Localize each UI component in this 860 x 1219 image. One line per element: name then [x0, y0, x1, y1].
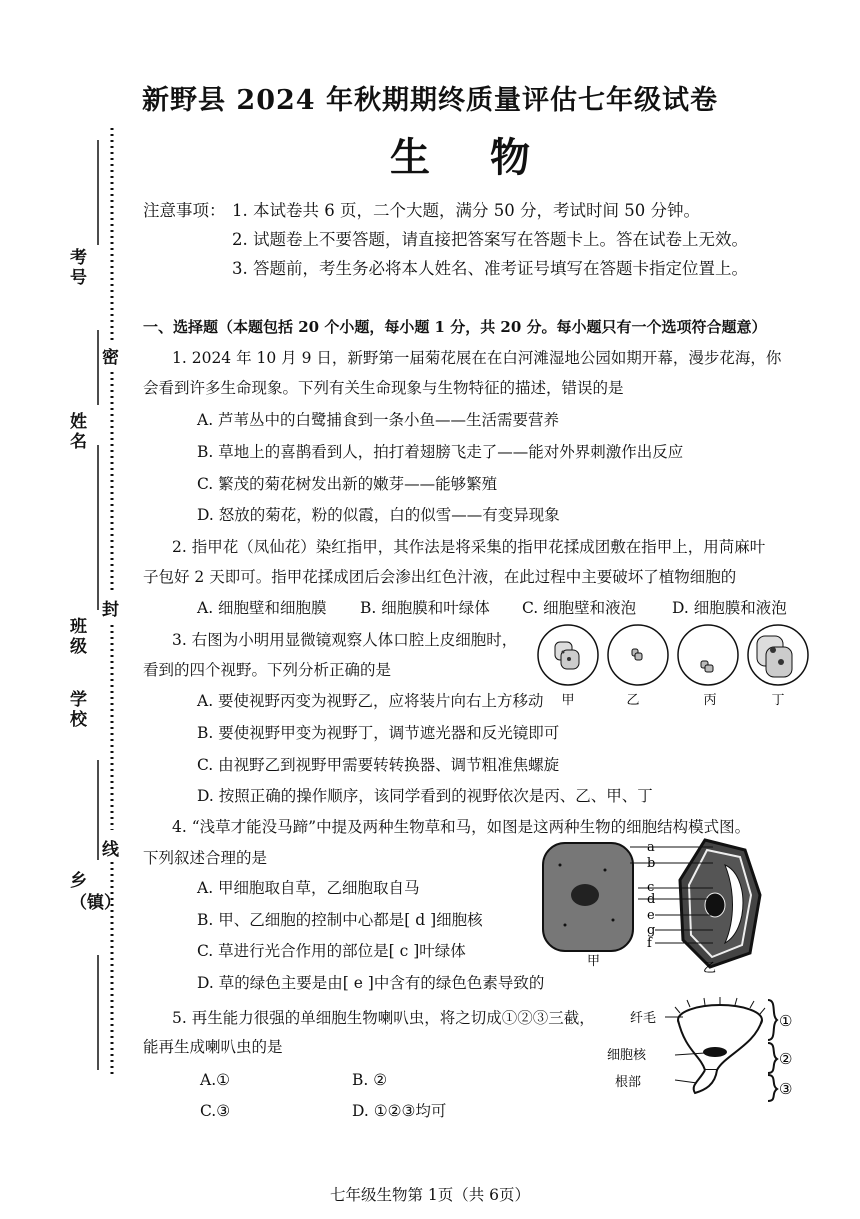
q5-option-c: C.③: [200, 1102, 231, 1120]
view-ding: [748, 625, 808, 685]
school-label: 学校: [70, 690, 87, 730]
q4-stem-line1: 4. “浅草才能没马蹄”中提及两种生物草和马，如图是这两种生物的细胞结构模式图。: [172, 818, 751, 836]
label-part-1: ①: [779, 1012, 793, 1030]
q5-stentor-figure: [605, 995, 810, 1105]
label-g: g: [647, 923, 656, 938]
q4-cell-figure: [535, 835, 795, 975]
q3-stem-line1: 3. 右图为小明用显微镜观察人体口腔上皮细胞时，: [172, 631, 518, 649]
label-nucleus: 细胞核: [607, 1048, 647, 1063]
view-label-ding: 丁: [771, 693, 785, 708]
plant-cell: [680, 840, 760, 967]
q1-option-b: B. 草地上的喜鹊看到人，拍打着翅膀飞走了——能对外界刺激作出反应: [197, 443, 684, 461]
label-e: e: [647, 908, 655, 923]
label-part-2: ②: [779, 1050, 793, 1068]
subject-title: 生物: [390, 134, 590, 181]
q5-option-a: A.①: [200, 1071, 231, 1089]
label-jia: 甲: [587, 954, 601, 969]
label-d: d: [647, 892, 656, 907]
seal-feng: 封: [102, 600, 119, 620]
q4-option-a: A. 甲细胞取自草，乙细胞取自马: [197, 879, 420, 897]
note-item-1: 1. 本试卷共 6 页，二个大题，满分 50 分，考试时间 50 分钟。: [232, 201, 700, 220]
q3-option-a: A. 要使视野丙变为视野乙，应将装片向右上方移动: [197, 692, 544, 710]
seal-xian: 线: [102, 840, 119, 860]
q1-option-c: C. 繁茂的菊花树发出新的嫩芽——能够繁殖: [197, 475, 498, 493]
township-label: 乡（镇）: [70, 871, 121, 913]
label-part-3: ③: [779, 1080, 793, 1098]
view-label-yi: 乙: [626, 693, 640, 708]
page-footer: 七年级生物第 1页（共 6页）: [329, 1186, 531, 1204]
view-yi: [608, 625, 668, 685]
name-label: 姓名: [70, 412, 87, 452]
q1-option-a: A. 芦苇丛中的白鹭捕食到一条小鱼——生活需要营养: [197, 411, 560, 429]
q3-option-c: C. 由视野乙到视野甲需要转转换器、调节粗准焦螺旋: [197, 756, 560, 774]
animal-cell: [543, 843, 633, 951]
view-label-bing: 丙: [703, 693, 717, 708]
q4-option-c: C. 草进行光合作用的部位是[ c ]叶绿体: [197, 942, 466, 960]
q2-option-b: B. 细胞膜和叶绿体: [360, 599, 490, 617]
q2-stem-line2: 子包好 2 天即可。指甲花揉成团后会渗出红色汁液，在此过程中主要破坏了植物细胞的: [143, 568, 737, 586]
label-a: a: [647, 840, 655, 855]
label-c: c: [647, 880, 655, 895]
class-label: 班级: [70, 617, 87, 657]
label-f: f: [647, 936, 652, 951]
view-label-jia: 甲: [561, 693, 575, 708]
q1-stem-line2: 会看到许多生命现象。下列有关生命现象与生物特征的描述，错误的是: [143, 379, 624, 397]
q1-stem-line1: 1. 2024 年 10 月 9 日，新野第一届菊花展在在白河滩湿地公园如期开幕，漫步花海，你: [172, 349, 782, 367]
q3-microscope-figure: [535, 622, 815, 712]
q5-option-b: B. ②: [352, 1071, 388, 1089]
stentor: [665, 997, 777, 1101]
q4-stem-line2: 下列叙述合理的是: [143, 849, 268, 867]
q4-option-d: D. 草的绿色主要是由[ e ]中含有的绿色色素导致的: [197, 974, 545, 992]
page-title: 新野县 2024 年秋期期终质量评估七年级试卷: [142, 85, 718, 116]
view-bing: [678, 625, 738, 685]
q5-stem-line1: 5. 再生能力很强的单细胞生物喇叭虫，将之切成①②③三截，: [172, 1009, 595, 1027]
q3-option-b: B. 要使视野甲变为视野丁，调节遮光器和反光镜即可: [197, 724, 560, 742]
q2-option-d: D. 细胞膜和液泡: [672, 599, 787, 617]
q5-option-d: D. ①②③均可: [352, 1102, 447, 1120]
q1-option-d: D. 怒放的菊花，粉的似霞，白的似雪——有变异现象: [197, 506, 560, 524]
view-jia: [538, 625, 598, 685]
exam-no-label: 考号: [70, 248, 87, 288]
q3-option-d: D. 按照正确的操作顺序，该同学看到的视野依次是丙、乙、甲、丁: [197, 787, 653, 805]
q5-stem-line2: 能再生成喇叭虫的是: [143, 1038, 283, 1056]
note-item-2: 2. 试题卷上不要答题，请直接把答案写在答题卡上。答在试卷上无效。: [232, 230, 748, 249]
section-heading: 一、选择题（本题包括 20 个小题，每小题 1 分，共 20 分。每小题只有一个选项符合题意）: [143, 318, 767, 336]
q3-stem-line2: 看到的四个视野。下列分析正确的是: [143, 661, 392, 679]
q2-option-c: C. 细胞壁和液泡: [522, 599, 637, 617]
label-yi: 乙: [703, 961, 717, 975]
q2-stem-line1: 2. 指甲花（凤仙花）染红指甲，其作法是将采集的指甲花揉成团敷在指甲上，用苘麻叶: [172, 538, 766, 556]
label-cilia: 纤毛: [630, 1011, 657, 1026]
seal-mi: 密: [102, 348, 119, 368]
label-root: 根部: [615, 1075, 642, 1090]
note-item-3: 3. 答题前，考生务必将本人姓名、准考证号填写在答题卡指定位置上。: [232, 259, 748, 278]
notes-label: 注意事项：: [143, 201, 226, 220]
label-b: b: [647, 856, 656, 871]
q2-option-a: A. 细胞壁和细胞膜: [197, 599, 327, 617]
q4-option-b: B. 甲、乙细胞的控制中心都是[ d ]细胞核: [197, 911, 483, 929]
